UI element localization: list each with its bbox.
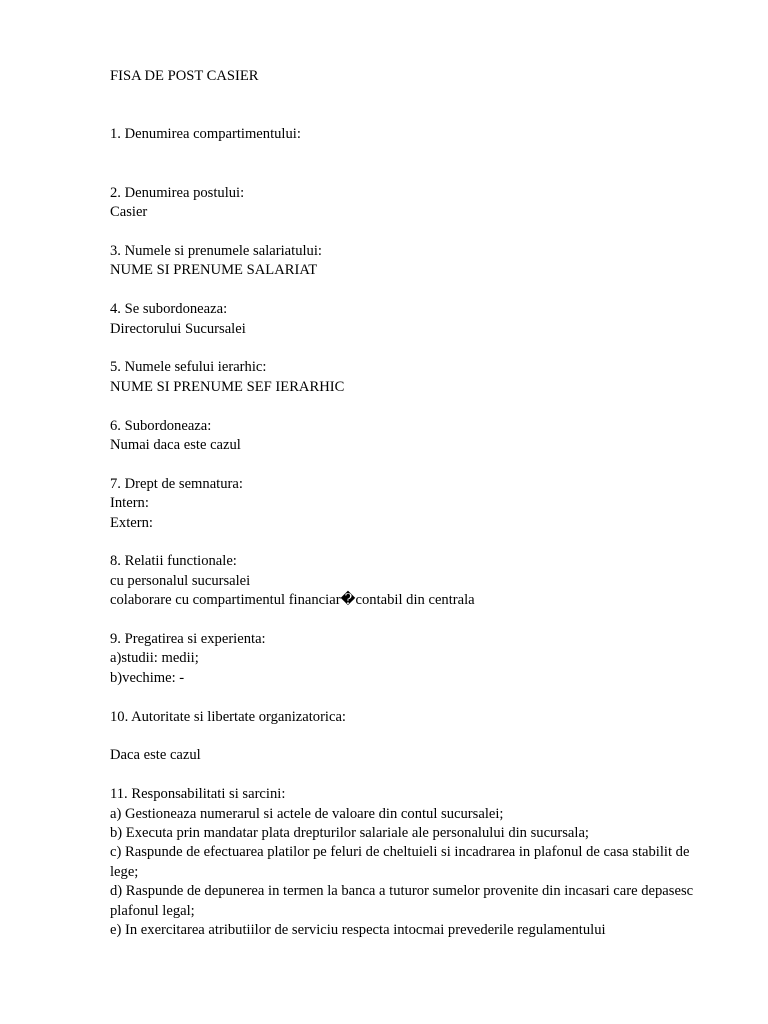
list-item: a) Gestioneaza numerarul si actele de valoare din contul sucursalei; <box>110 805 504 822</box>
section-relatii <box>110 552 720 610</box>
section-heading: 7. Drept de semnatura: <box>110 475 243 492</box>
section-heading: 2. Denumirea postului: <box>110 184 245 201</box>
section-value: Directorului Sucursalei <box>110 320 246 337</box>
document-page <box>110 67 720 960</box>
list-item: d) Raspunde de depunerea in termen la banca a tuturor sumelor provenite din incasari care depasesc plafonul legal; <box>110 883 694 919</box>
section-heading: 8. Relatii functionale: <box>110 553 237 570</box>
section-heading: 9. Pregatirea si experienta: <box>110 631 266 648</box>
document-title: FISA DE POST CASIER <box>110 68 259 84</box>
section-compartiment <box>110 125 720 144</box>
list-item: b) Executa prin mandatar plata drepturilor salariale ale personalului din sucursala; <box>110 825 589 842</box>
blank-line <box>110 727 720 746</box>
section-salariat <box>110 242 720 281</box>
section-post <box>110 184 720 223</box>
section-heading: 3. Numele si prenumele salariatului: <box>110 243 322 260</box>
section-heading: 10. Autoritate si libertate organizatorica: <box>110 708 346 725</box>
section-value: Numai daca este cazul <box>110 437 241 454</box>
section-heading: 1. Denumirea compartimentului: <box>110 126 301 143</box>
pregatire-studii: a)studii: medii; <box>110 650 199 667</box>
section-subordoneaza <box>110 417 720 456</box>
section-autoritate <box>110 708 720 766</box>
section-value: NUME SI PRENUME SEF IERARHIC <box>110 378 345 395</box>
section-responsabilitati <box>110 785 720 940</box>
relatii-line: colaborare cu compartimentul financiar�contabil din centrala <box>110 592 475 609</box>
relatii-line: cu personalul sucursalei <box>110 572 251 589</box>
section-heading: 5. Numele sefului ierarhic: <box>110 359 267 376</box>
section-subordonare <box>110 300 720 339</box>
section-value: NUME SI PRENUME SALARIAT <box>110 262 318 279</box>
list-item: e) In exercitarea atributiilor de serviciu respecta intocmai prevederile regulamentului <box>110 922 606 939</box>
section-heading: 4. Se subordoneaza: <box>110 301 228 318</box>
section-semnatura <box>110 475 720 533</box>
section-sef-ierarhic <box>110 358 720 397</box>
section-heading: 6. Subordoneaza: <box>110 417 212 434</box>
semnatura-extern: Extern: <box>110 514 153 531</box>
section-value: Daca este cazul <box>110 747 201 764</box>
semnatura-intern: Intern: <box>110 495 149 512</box>
list-item: c) Raspunde de efectuarea platilor pe feluri de cheltuieli si incadrarea in plafonul de casa stabilit de lege; <box>110 844 690 880</box>
section-heading: 11. Responsabilitati si sarcini: <box>110 786 286 803</box>
pregatire-vechime: b)vechime: - <box>110 669 185 686</box>
section-pregatire <box>110 630 720 688</box>
section-value: Casier <box>110 204 148 221</box>
